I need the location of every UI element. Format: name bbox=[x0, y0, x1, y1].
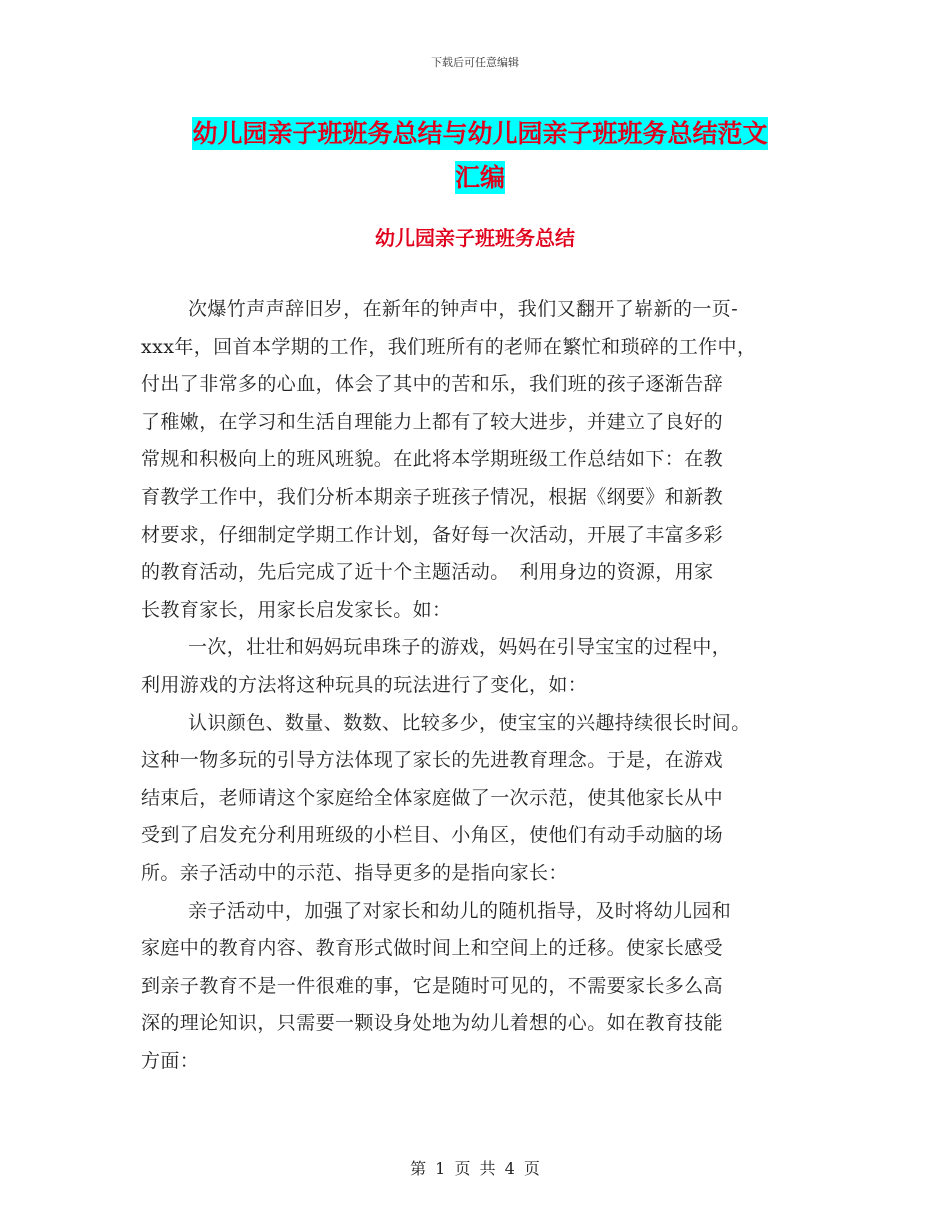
paragraph-line: 家庭中的教育内容、教育形式做时间上和空间上的迁移。使家长感受 bbox=[141, 937, 724, 960]
paragraph-line: 常规和积极向上的班风班貌。在此将本学期班级工作总结如下：在教 bbox=[141, 448, 724, 471]
paragraph-4 bbox=[141, 893, 831, 1081]
paragraph-line: 长教育家长，用家长启发家长。如： bbox=[141, 598, 452, 621]
document-title-line-1: 幼儿园亲子班班务总结与幼儿园亲子班班务总结范文 bbox=[192, 119, 768, 148]
paragraph-1 bbox=[141, 291, 831, 629]
paragraph-line: 结束后，老师请这个家庭给全体家庭做了一次示范，使其他家长从中 bbox=[141, 786, 724, 809]
paragraph-line: 次爆竹声声辞旧岁，在新年的钟声中，我们又翻开了崭新的一页- bbox=[188, 298, 739, 320]
header-note: 下载后可任意编辑 bbox=[431, 56, 519, 69]
paragraph-line: 付出了非常多的心血，体会了其中的苦和乐，我们班的孩子逐渐告辞 bbox=[141, 373, 724, 396]
paragraph-3 bbox=[141, 705, 831, 893]
paragraph-line: xxx年，回首本学期的工作，我们班所有的老师在繁忙和琐碎的工作中， bbox=[141, 335, 757, 358]
body-text bbox=[141, 291, 831, 1080]
document-title bbox=[140, 112, 820, 200]
paragraph-line: 了稚嫩，在学习和生活自理能力上都有了较大进步，并建立了良好的 bbox=[141, 410, 724, 433]
paragraph-line: 深的理论知识，只需要一颗设身处地为幼儿着想的心。如在教育技能 bbox=[141, 1012, 724, 1035]
paragraph-line: 材要求，仔细制定学期工作计划，备好每一次活动，开展了丰富多彩 bbox=[141, 523, 724, 546]
paragraph-2 bbox=[141, 629, 831, 704]
paragraph-line: 利用游戏的方法将这种玩具的玩法进行了变化，如： bbox=[141, 673, 588, 696]
paragraph-line: 这种一物多玩的引导方法体现了家长的先进教育理念。于是，在游戏 bbox=[141, 749, 724, 772]
paragraph-line: 育教学工作中，我们分析本期亲子班孩子情况，根据《纲要》和新教 bbox=[141, 485, 724, 508]
document-title-line-2: 汇编 bbox=[454, 163, 505, 192]
page-footer: 第 1 页 共 4 页 bbox=[410, 1159, 540, 1178]
section-title: 幼儿园亲子班班务总结 bbox=[375, 226, 575, 250]
paragraph-line: 方面： bbox=[141, 1049, 200, 1072]
paragraph-line: 亲子活动中，加强了对家长和幼儿的随机指导，及时将幼儿园和 bbox=[188, 899, 732, 922]
paragraph-line: 所。亲子活动中的示范、指导更多的是指向家长： bbox=[141, 861, 568, 884]
paragraph-line: 的教育活动，先后完成了近十个主题活动。 利用身边的资源，用家 bbox=[141, 561, 714, 584]
paragraph-line: 一次，壮壮和妈妈玩串珠子的游戏，妈妈在引导宝宝的过程中， bbox=[188, 636, 732, 659]
paragraph-line: 受到了启发充分利用班级的小栏目、小角区，使他们有动手动脑的场 bbox=[141, 824, 724, 847]
paragraph-line: 到亲子教育不是一件很难的事，它是随时可见的，不需要家长多么高 bbox=[141, 974, 724, 997]
paragraph-line: 认识颜色、数量、数数、比较多少，使宝宝的兴趣持续很长时间。 bbox=[188, 711, 751, 734]
